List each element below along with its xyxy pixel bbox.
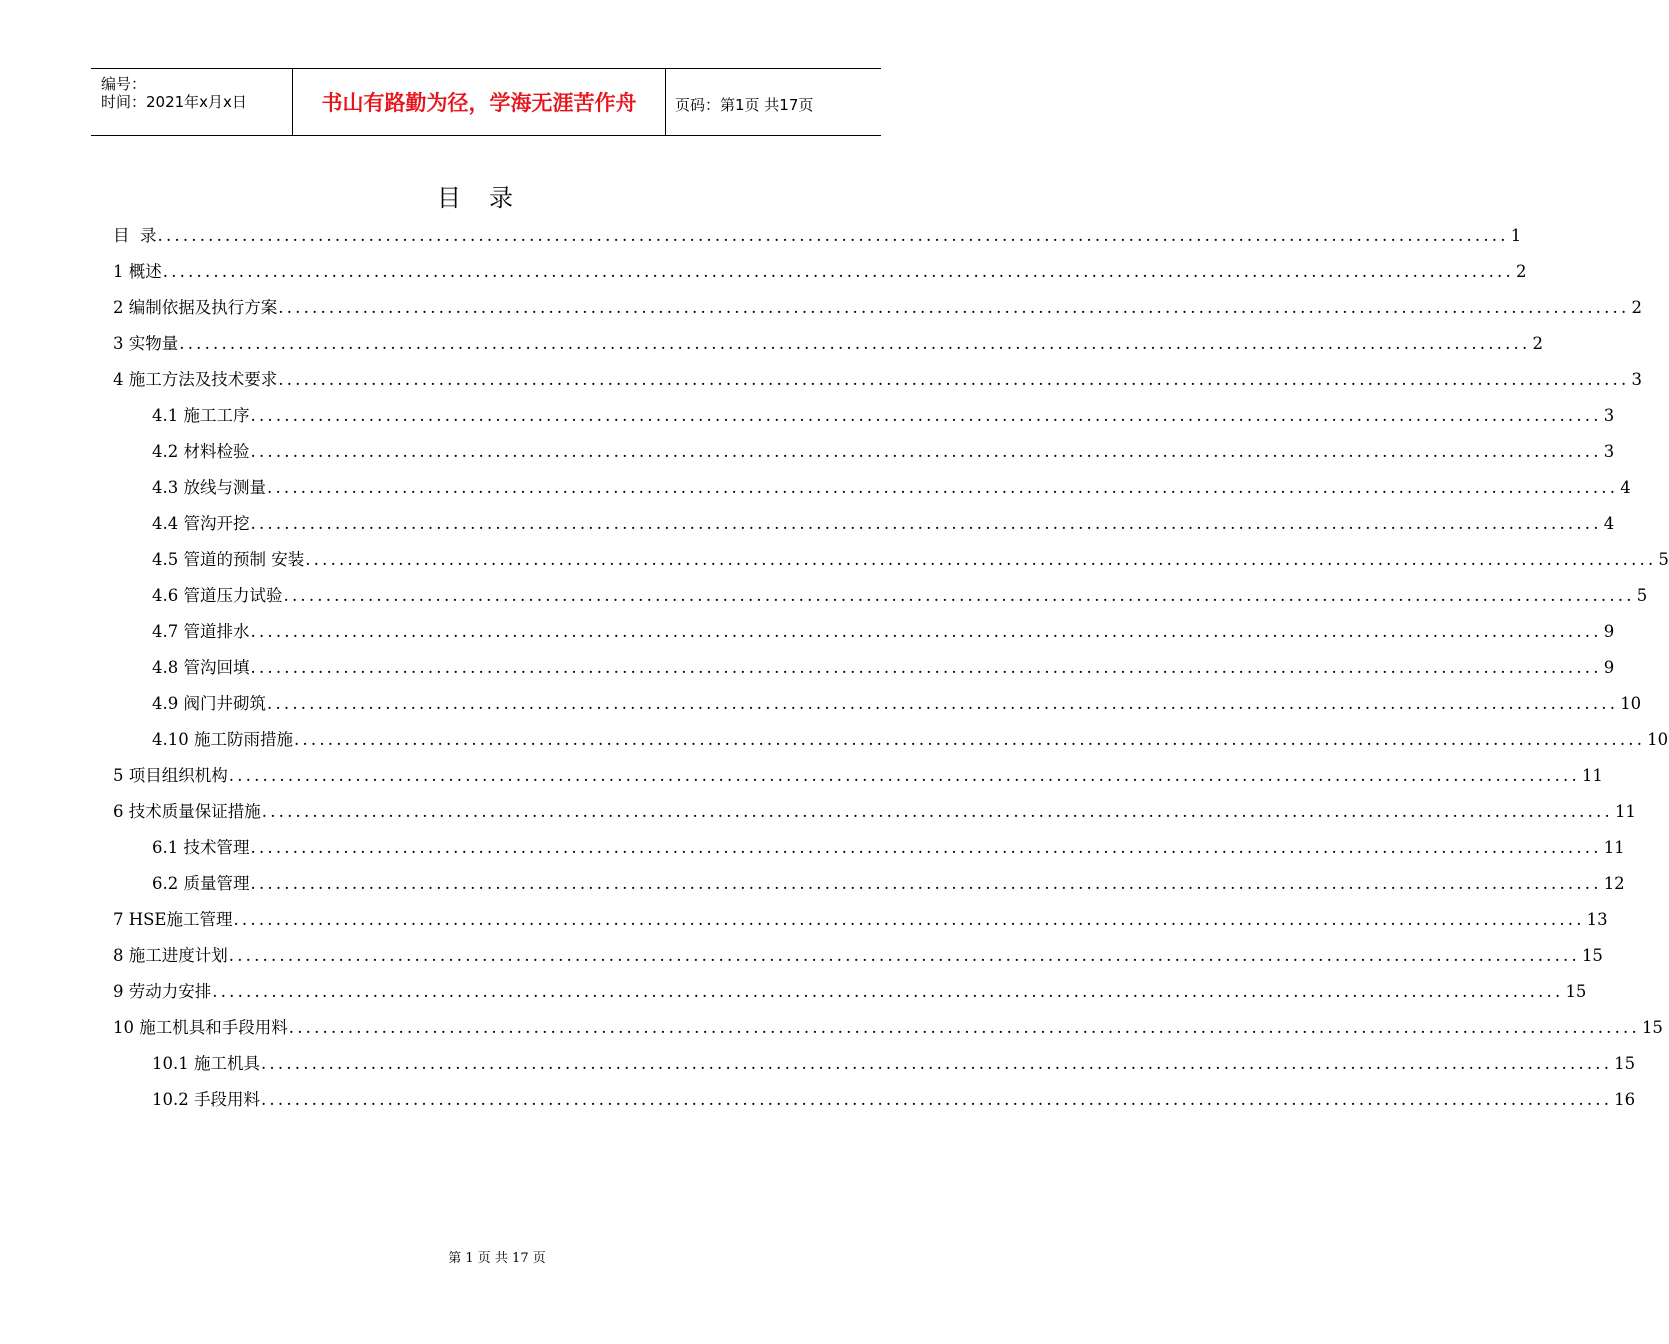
toc-entry-page: 9 <box>1603 622 1615 641</box>
header-motto: 书山有路勤为径，学海无涯苦作舟 <box>293 69 666 135</box>
toc-leader-dots: ................................................................................................................................................................ <box>250 406 1602 425</box>
toc-leader-dots: ................................................................................................................................................................ <box>233 910 1585 929</box>
toc-entry-page: 15 <box>1565 982 1587 1001</box>
header-page-info: 页码：第1页 共17页 <box>675 96 814 114</box>
toc-leader-dots: ................................................................................................................................................................ <box>250 622 1602 641</box>
toc-entry-page: 4 <box>1620 478 1631 497</box>
toc-entry-label: 4.9 阀门井砌筑 <box>152 694 266 713</box>
toc-list <box>113 218 1669 1118</box>
toc-leader-dots: ................................................................................................................................................................ <box>250 514 1602 533</box>
toc-entry-label: 4.1 施工工序 <box>152 406 250 425</box>
toc-leader-dots: ................................................................................................................................................................ <box>162 262 1514 281</box>
time-label: 时间：2021年x月x日 <box>101 93 247 111</box>
toc-leader-dots: ................................................................................................................................................................ <box>250 838 1602 857</box>
toc-leader-dots: ................................................................................................................................................................ <box>250 658 1602 677</box>
toc-entry-label: 7 HSE施工管理 <box>113 910 233 929</box>
toc-entry[interactable] <box>113 578 1648 614</box>
toc-entry[interactable] <box>113 470 1631 506</box>
toc-leader-dots: ................................................................................................................................................................ <box>250 874 1602 893</box>
toc-entry[interactable] <box>113 614 1615 650</box>
toc-entry[interactable] <box>113 1082 1636 1118</box>
toc-entry[interactable] <box>113 254 1527 290</box>
toc-entry-label: 10.2 手段用料 <box>152 1090 260 1109</box>
toc-leader-dots: ................................................................................................................................................................ <box>228 766 1580 785</box>
toc-entry-label: 4.4 管沟开挖 <box>152 514 250 533</box>
toc-leader-dots: ................................................................................................................................................................ <box>261 802 1613 821</box>
toc-leader-dots: ................................................................................................................................................................ <box>293 730 1646 749</box>
toc-entry-label: 6.2 质量管理 <box>152 874 250 893</box>
toc-entry-page: 10 <box>1620 694 1642 713</box>
toc-entry-label: 目 录 <box>113 226 157 245</box>
toc-entry-label: 6.1 技术管理 <box>152 838 250 857</box>
number-label: 编号： <box>101 75 147 93</box>
toc-entry[interactable] <box>113 506 1615 542</box>
toc-leader-dots: ................................................................................................................................................................ <box>157 226 1509 245</box>
toc-entry-label: 8 施工进度计划 <box>113 946 228 965</box>
toc-entry[interactable] <box>113 902 1608 938</box>
toc-entry-page: 5 <box>1658 550 1669 569</box>
toc-entry[interactable] <box>113 1010 1663 1046</box>
toc-entry-page: 16 <box>1614 1090 1636 1109</box>
toc-leader-dots: ................................................................................................................................................................ <box>260 1090 1613 1109</box>
toc-entry[interactable] <box>113 974 1587 1010</box>
toc-entry[interactable] <box>113 398 1615 434</box>
toc-entry-page: 3 <box>1631 370 1642 389</box>
toc-entry[interactable] <box>113 686 1642 722</box>
toc-entry-label: 4.3 放线与测量 <box>152 478 266 497</box>
toc-entry-page: 11 <box>1603 838 1625 857</box>
toc-title: 目录 <box>437 184 541 212</box>
toc-entry-page: 2 <box>1631 298 1642 317</box>
toc-entry[interactable] <box>113 290 1642 326</box>
toc-entry-label: 4.8 管沟回填 <box>152 658 250 677</box>
toc-entry[interactable] <box>113 830 1625 866</box>
toc-entry-page: 2 <box>1515 262 1527 281</box>
toc-entry[interactable] <box>113 1046 1636 1082</box>
toc-entry-label: 3 实物量 <box>113 334 179 353</box>
toc-entry-label: 4.5 管道的预制 安装 <box>152 550 305 569</box>
toc-entry-label: 4.7 管道排水 <box>152 622 250 641</box>
toc-entry-page: 4 <box>1603 514 1615 533</box>
header-meta-cell <box>91 69 293 135</box>
toc-leader-dots: ................................................................................................................................................................ <box>288 1018 1640 1037</box>
toc-leader-dots: ................................................................................................................................................................ <box>228 946 1580 965</box>
toc-leader-dots: ................................................................................................................................................................ <box>250 442 1602 461</box>
toc-leader-dots: ................................................................................................................................................................ <box>179 334 1531 353</box>
toc-entry-page: 1 <box>1510 226 1522 245</box>
toc-entry[interactable] <box>113 542 1669 578</box>
toc-entry-page: 15 <box>1641 1018 1663 1037</box>
toc-entry-label: 10.1 施工机具 <box>152 1054 260 1073</box>
toc-entry-page: 15 <box>1614 1054 1636 1073</box>
toc-entry[interactable] <box>113 758 1603 794</box>
toc-leader-dots: ................................................................................................................................................................ <box>305 550 1657 569</box>
toc-entry-page: 3 <box>1603 406 1615 425</box>
toc-entry-label: 9 劳动力安排 <box>113 982 212 1001</box>
toc-entry-label: 4.6 管道压力试验 <box>152 586 283 605</box>
toc-entry[interactable] <box>113 722 1669 758</box>
toc-entry-page: 11 <box>1581 766 1603 785</box>
page-footer: 第 1 页 共 17 页 <box>448 1251 546 1266</box>
toc-leader-dots: ................................................................................................................................................................ <box>278 370 1630 389</box>
toc-leader-dots: ................................................................................................................................................................ <box>267 694 1619 713</box>
toc-leader-dots: ................................................................................................................................................................ <box>212 982 1564 1001</box>
toc-entry-label: 4.10 施工防雨措施 <box>152 730 293 749</box>
toc-leader-dots: ................................................................................................................................................................ <box>278 298 1630 317</box>
toc-entry[interactable] <box>113 650 1615 686</box>
page-header <box>91 68 881 136</box>
toc-entry-page: 15 <box>1581 946 1603 965</box>
toc-entry[interactable] <box>113 938 1603 974</box>
toc-entry[interactable] <box>113 794 1636 830</box>
toc-entry-page: 5 <box>1636 586 1648 605</box>
toc-entry-label: 1 概述 <box>113 262 162 281</box>
toc-entry-label: 4.2 材料检验 <box>152 442 250 461</box>
toc-entry-page: 10 <box>1647 730 1669 749</box>
toc-entry-label: 5 项目组织机构 <box>113 766 228 785</box>
toc-entry[interactable] <box>113 326 1543 362</box>
toc-entry-page: 9 <box>1603 658 1615 677</box>
toc-entry-page: 2 <box>1532 334 1543 353</box>
toc-leader-dots: ................................................................................................................................................................ <box>267 478 1619 497</box>
toc-entry-label: 2 编制依据及执行方案 <box>113 298 278 317</box>
toc-entry[interactable] <box>113 218 1522 254</box>
toc-entry-page: 11 <box>1614 802 1636 821</box>
toc-leader-dots: ................................................................................................................................................................ <box>260 1054 1613 1073</box>
toc-entry-page: 3 <box>1603 442 1615 461</box>
toc-entry-label: 6 技术质量保证措施 <box>113 802 261 821</box>
toc-leader-dots: ................................................................................................................................................................ <box>283 586 1635 605</box>
toc-entry-page: 12 <box>1603 874 1625 893</box>
toc-entry[interactable] <box>113 866 1625 902</box>
toc-entry[interactable] <box>113 434 1615 470</box>
toc-entry[interactable] <box>113 362 1642 398</box>
toc-entry-label: 4 施工方法及技术要求 <box>113 370 278 389</box>
toc-entry-page: 13 <box>1586 910 1608 929</box>
toc-entry-label: 10 施工机具和手段用料 <box>113 1018 288 1037</box>
